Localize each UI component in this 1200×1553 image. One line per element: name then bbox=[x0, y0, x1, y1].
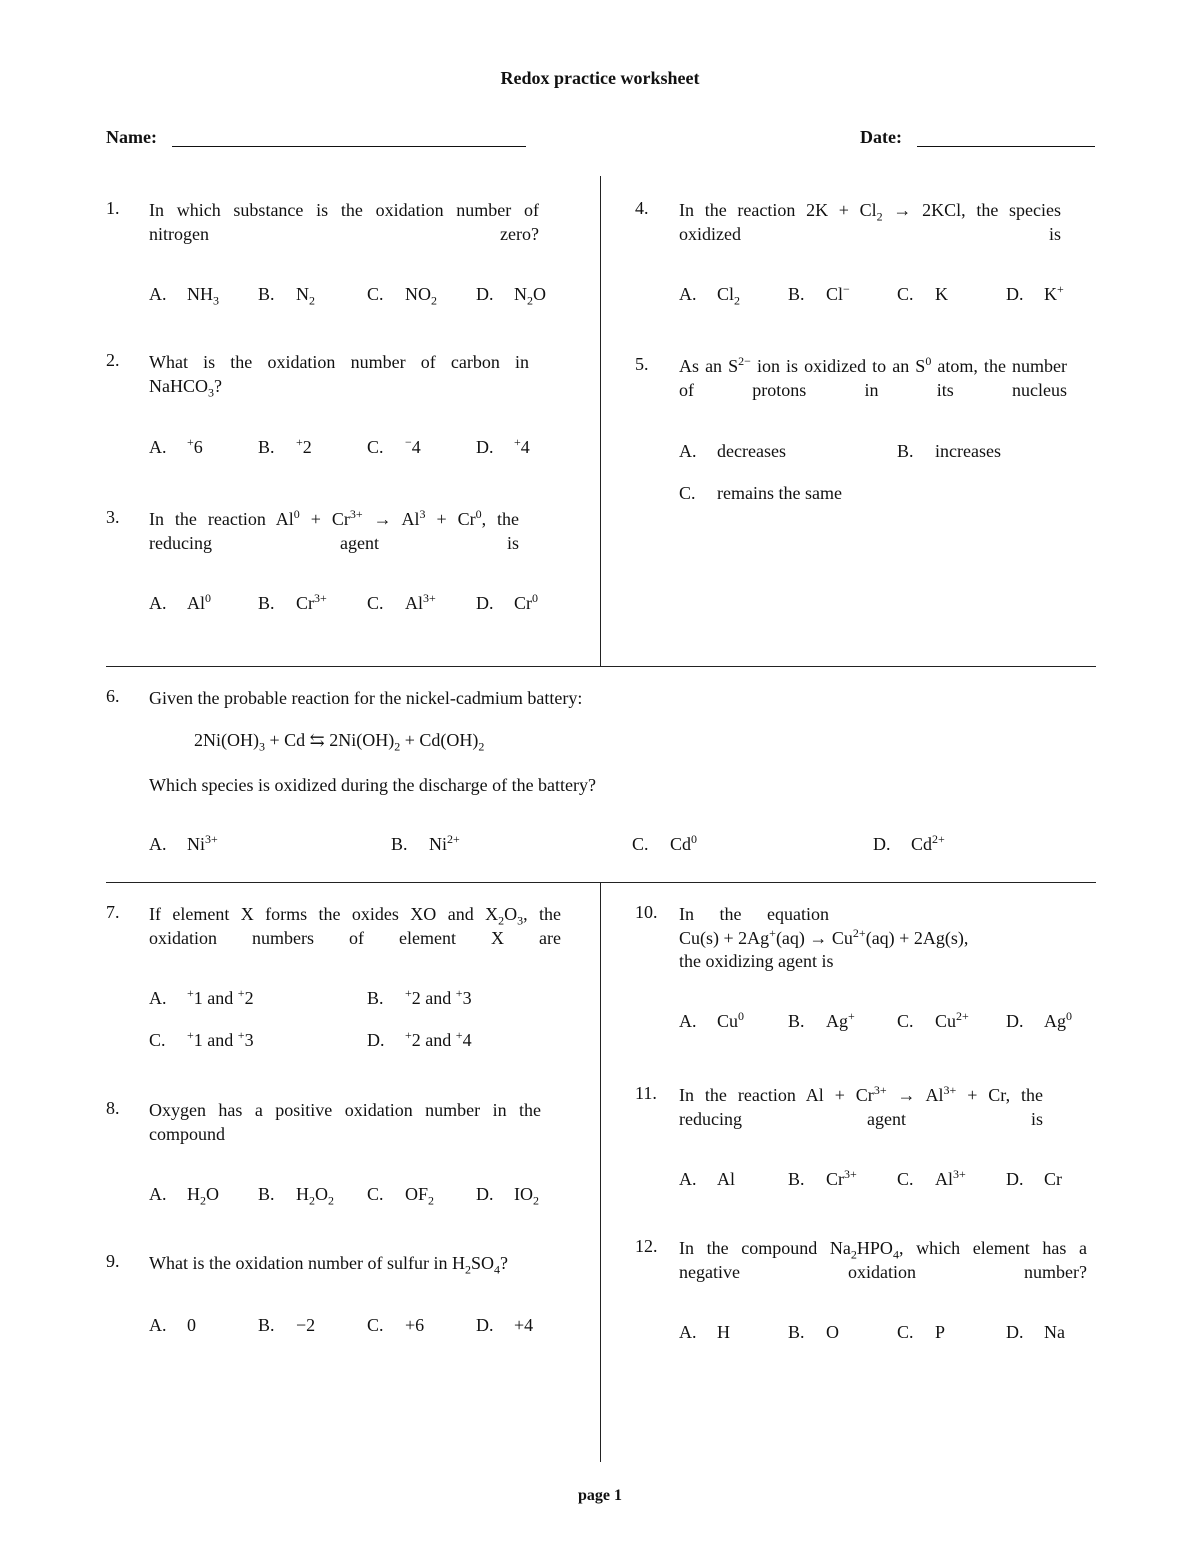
question-text: As an $S^{2-}$ ion is oxidized to an $S^0$ atom, the number of protons in its nucleus bbox=[679, 354, 1067, 400]
question-text: In the compound $Na_2HPO_4$, which element has a negative oxidation number? bbox=[679, 1238, 1087, 1282]
option-a[interactable]: A. decreases bbox=[679, 441, 786, 461]
option-c[interactable]: C. $Al^{3+}$ bbox=[897, 1167, 966, 1189]
option-a[interactable]: A. $NH_3$ bbox=[149, 284, 219, 308]
column-divider-bottom bbox=[600, 882, 601, 1462]
option-d[interactable]: D. +4 bbox=[476, 1315, 534, 1335]
battery-equation: $2Ni(OH)_3 + Cd$ ⇆ $2Ni(OH)_2 + Cd(OH)_2$ bbox=[194, 730, 485, 754]
option-a[interactable]: A. +6 bbox=[149, 435, 203, 457]
question-text: What is the oxidation number of carbon in NaHCO$_3$? bbox=[149, 352, 529, 400]
option-b[interactable]: B. $Ni^{2+}$ bbox=[391, 832, 460, 854]
date-label: Date: bbox=[860, 127, 902, 147]
worksheet-title: Redox practice worksheet bbox=[500, 68, 700, 88]
option-a[interactable]: A. Cu$^0$ bbox=[679, 1009, 745, 1031]
question-text: In the reaction $Al + Cr^{3+} \to Al^{3+} + Cr$, the reducing agent is bbox=[679, 1083, 1044, 1129]
option-d[interactable]: D. +2 and +4 bbox=[367, 1028, 472, 1050]
question-text: In the reaction $2K + Cl_2 \to 2KCl$, the species oxidized is bbox=[679, 200, 1061, 244]
option-b[interactable]: B. Cl− bbox=[788, 282, 850, 304]
option-c[interactable]: C. +1 and +3 bbox=[149, 1028, 254, 1050]
option-b[interactable]: B. Ag+ bbox=[788, 1009, 855, 1031]
option-b[interactable]: B. +2 and +3 bbox=[367, 986, 472, 1008]
column-divider-top bbox=[600, 176, 601, 666]
option-d[interactable]: D. $Cd^{2+}$ bbox=[873, 832, 945, 854]
equation-line: $Cu(s) + 2Ag^+(aq) \to Cu^{2+}(aq) + 2Ag(s)$, bbox=[679, 926, 969, 948]
question-number: 12. bbox=[635, 1236, 658, 1256]
option-c[interactable]: C. +6 bbox=[367, 1315, 425, 1335]
option-d[interactable]: D. Cr bbox=[1006, 1169, 1062, 1189]
question-text: If element X forms the oxides XO and $X_2O_3$, the oxidation numbers of element X are bbox=[149, 904, 561, 948]
option-a[interactable]: A. 0 bbox=[149, 1315, 196, 1335]
option-c[interactable]: C. K bbox=[897, 284, 948, 304]
question-number: 6. bbox=[106, 686, 120, 706]
section-divider-1 bbox=[106, 666, 1096, 667]
option-b[interactable]: B. $H_2O_2$ bbox=[258, 1184, 334, 1208]
option-a[interactable]: A. Al$^0$ bbox=[149, 591, 211, 613]
name-label: Name: bbox=[106, 127, 157, 147]
option-d[interactable]: D. Cr$^0$ bbox=[476, 591, 538, 613]
option-b[interactable]: B. −2 bbox=[258, 1315, 316, 1335]
question-number: 9. bbox=[106, 1251, 120, 1271]
option-c[interactable]: C. $NO_2$ bbox=[367, 284, 437, 308]
section-divider-2 bbox=[106, 882, 1096, 883]
option-a[interactable]: A. +1 and +2 bbox=[149, 986, 254, 1008]
option-c[interactable]: C. −4 bbox=[367, 435, 421, 457]
option-b[interactable]: B. +2 bbox=[258, 435, 312, 457]
question-number: 5. bbox=[635, 354, 649, 374]
option-d[interactable]: D. +4 bbox=[476, 435, 530, 457]
question-text: Given the probable reaction for the nickel-cadmium battery: bbox=[149, 688, 583, 708]
page-number: page 1 bbox=[578, 1487, 622, 1504]
option-c[interactable]: C. Cd$^0$ bbox=[632, 832, 698, 854]
option-d[interactable]: D. Na bbox=[1006, 1322, 1065, 1342]
option-a[interactable]: A. $Cl_2$ bbox=[679, 284, 741, 308]
date-field[interactable] bbox=[917, 146, 1095, 147]
question-number: 2. bbox=[106, 350, 120, 370]
option-c[interactable]: C. $OF_2$ bbox=[367, 1184, 435, 1208]
question-text: In which substance is the oxidation number of nitrogen zero? bbox=[149, 200, 539, 244]
option-c[interactable]: C. P bbox=[897, 1322, 946, 1342]
question-number: 4. bbox=[635, 198, 649, 218]
option-d[interactable]: D. $IO_2$ bbox=[476, 1184, 539, 1208]
option-b[interactable]: B. $N_2$ bbox=[258, 284, 315, 308]
question-text: In the equation bbox=[679, 904, 829, 924]
option-b[interactable]: B. increases bbox=[897, 441, 1001, 461]
option-a[interactable]: A. H bbox=[679, 1322, 730, 1342]
question-number: 10. bbox=[635, 902, 658, 922]
option-c[interactable]: C. remains the same bbox=[679, 483, 842, 503]
question-text: In the reaction $Al^0 + Cr^{3+} \to Al^3 + Cr^0$, the reducing agent is bbox=[149, 507, 520, 553]
question-number: 11. bbox=[635, 1083, 657, 1103]
option-c[interactable]: C. $Cu^{2+}$ bbox=[897, 1009, 969, 1031]
option-d[interactable]: D. K+ bbox=[1006, 282, 1064, 304]
question-number: 1. bbox=[106, 198, 120, 218]
option-a[interactable]: A. $H_2O$ bbox=[149, 1184, 219, 1208]
name-field[interactable] bbox=[172, 146, 526, 147]
option-b[interactable]: B. O bbox=[788, 1322, 839, 1342]
question-subtext: the oxidizing agent is bbox=[679, 951, 834, 971]
option-b[interactable]: B. $Cr^{3+}$ bbox=[258, 591, 327, 613]
question-text: What is the oxidation number of sulfur in $H_2SO_4$? bbox=[149, 1253, 508, 1277]
option-c[interactable]: C. $Al^{3+}$ bbox=[367, 591, 436, 613]
question-text: Oxygen has a positive oxidation number in the compound bbox=[149, 1100, 541, 1144]
question-number: 3. bbox=[106, 507, 120, 527]
option-a[interactable]: A. $Ni^{3+}$ bbox=[149, 832, 218, 854]
option-a[interactable]: A. Al bbox=[679, 1169, 735, 1189]
option-d[interactable]: D. Ag$^0$ bbox=[1006, 1009, 1072, 1031]
option-b[interactable]: B. $Cr^{3+}$ bbox=[788, 1167, 857, 1189]
question-number: 7. bbox=[106, 902, 120, 922]
option-d[interactable]: D. $N_2O$ bbox=[476, 284, 546, 308]
question-subtext: Which species is oxidized during the discharge of the battery? bbox=[149, 775, 597, 795]
question-number: 8. bbox=[106, 1098, 120, 1118]
